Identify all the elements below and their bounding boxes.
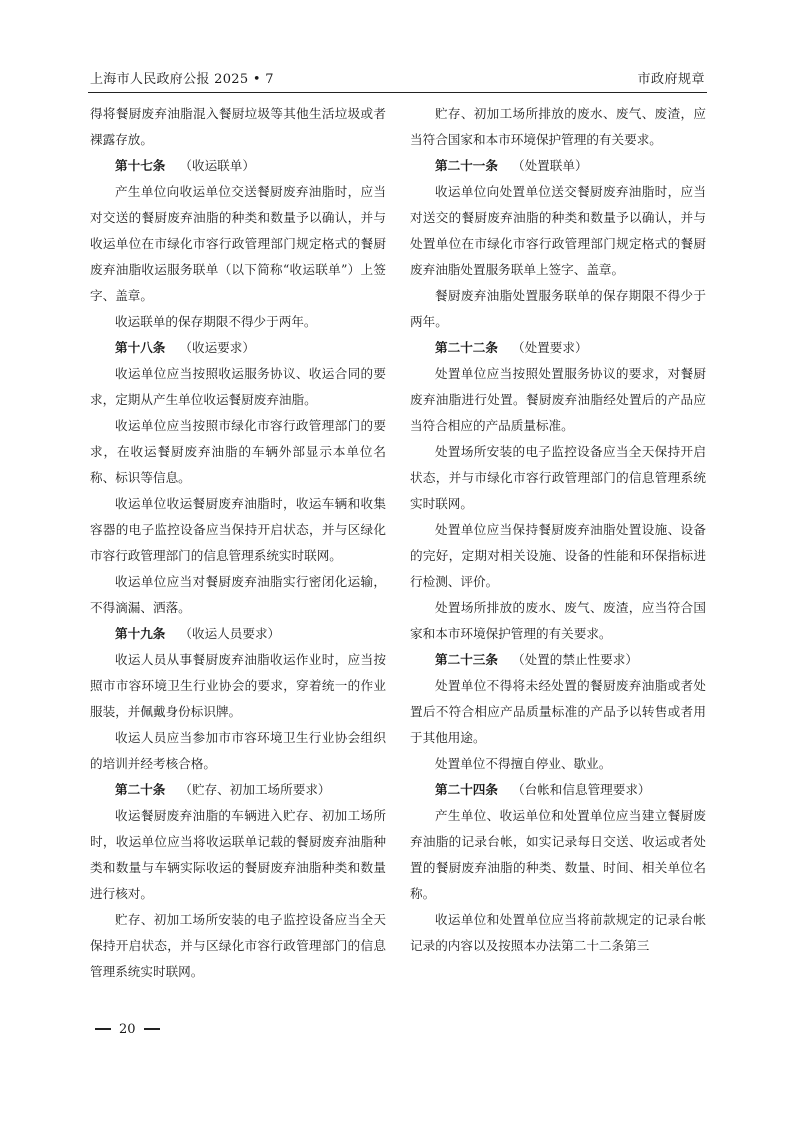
paragraph: 得将餐厨废弃油脂混入餐厨垃圾等其他生活垃圾或者裸露存放。 [90, 106, 386, 147]
paragraph: 处置单位应当按照处置服务协议的要求，对餐厨废弃油脂进行处置。餐厨废弃油脂经处置后的产品应当符合相应的产品质量标准。 [410, 366, 706, 433]
article-title: （处置联单） [511, 158, 588, 173]
paragraph: 贮存、初加工场所排放的废水、废气、废渣，应当符合国家和本市环境保护管理的有关要求。 [410, 106, 706, 147]
paragraph: 处置场所排放的废水、废气、废渣，应当符合国家和本市环境保护管理的有关要求。 [410, 600, 706, 641]
article-heading [410, 153, 706, 179]
publication-title: 上海市人民政府公报 2025 • 7 [90, 72, 274, 87]
article-heading [410, 647, 706, 673]
article-number: 第二十一条 [435, 158, 498, 173]
paragraph: 处置单位不得擅自停业、歇业。 [435, 756, 612, 771]
paragraph: 收运单位和处置单位应当将前款规定的记录台帐记录的内容以及按照本办法第二十二条第三 [410, 912, 706, 953]
paragraph: 收运单位向处置单位送交餐厨废弃油脂时，应当对送交的餐厨废弃油脂的种类和数量予以确认，并与处置单位在市绿化市容行政管理部门规定格式的餐厨废弃油脂处置服务联单上签字、盖章。 [410, 184, 706, 277]
paragraph: 收运单位应当按照收运服务协议、收运合同的要求，定期从产生单位收运餐厨废弃油脂。 [90, 366, 386, 407]
page-number: 20 [119, 1022, 136, 1037]
paragraph: 产生单位向收运单位交送餐厨废弃油脂时，应当对交送的餐厨废弃油脂的种类和数量予以确认，并与收运单位在市绿化市容行政管理部门规定格式的餐厨废弃油脂收运服务联单（以下简称“收运联单”）上签字、盖章。 [90, 184, 386, 303]
paragraph: 收运联单的保存期限不得少于两年。 [115, 314, 317, 329]
paragraph: 收运餐厨废弃油脂的车辆进入贮存、初加工场所时，收运单位应当将收运联单记载的餐厨废弃油脂种类和数量与车辆实际收运的餐厨废弃油脂种类和数量进行核对。 [90, 808, 386, 901]
paragraph: 收运人员应当参加市市容环境卫生行业协会组织的培训并经考核合格。 [90, 730, 386, 771]
article-title: （台帐和信息管理要求） [511, 782, 651, 797]
paragraph: 收运单位应当对餐厨废弃油脂实行密闭化运输，不得滴漏、洒落。 [90, 574, 386, 615]
paragraph: 餐厨废弃油脂处置服务联单的保存期限不得少于两年。 [410, 288, 706, 329]
article-number: 第十八条 [115, 340, 166, 355]
page-header [90, 66, 705, 90]
article-heading [90, 777, 386, 803]
article-title: （贮存、初加工场所要求） [179, 782, 331, 797]
article-number: 第十七条 [115, 158, 166, 173]
article-heading [90, 153, 386, 179]
paragraph: 收运人员从事餐厨废弃油脂收运作业时，应当按照市市容环境卫生行业协会的要求，穿着统一的作业服装，并佩戴身份标识牌。 [90, 652, 386, 719]
article-title: （处置要求） [511, 340, 588, 355]
paragraph: 收运单位收运餐厨废弃油脂时，收运车辆和收集容器的电子监控设备应当保持开启状态，并与区绿化市容行政管理部门的信息管理系统实时联网。 [90, 496, 386, 563]
article-number: 第二十三条 [435, 652, 498, 667]
article-title: （处置的禁止性要求） [511, 652, 638, 667]
right-column [410, 101, 706, 959]
paragraph: 处置场所安装的电子监控设备应当全天保持开启状态，并与市绿化市容行政管理部门的信息管理系统实时联网。 [410, 444, 706, 511]
article-number: 第二十四条 [435, 782, 498, 797]
paragraph: 处置单位应当保持餐厨废弃油脂处置设施、设备的完好，定期对相关设施、设备的性能和环保指标进行检测、评价。 [410, 522, 706, 589]
article-number: 第二十条 [115, 782, 166, 797]
article-heading [410, 335, 706, 361]
paragraph: 收运单位应当按照市绿化市容行政管理部门的要求，在收运餐厨废弃油脂的车辆外部显示本单位名称、标识等信息。 [90, 418, 386, 485]
article-title: （收运要求） [179, 340, 255, 355]
article-heading [90, 621, 386, 647]
header-divider [88, 92, 707, 93]
footer-dash-left [95, 1028, 111, 1030]
article-number: 第二十二条 [435, 340, 498, 355]
paragraph: 处置单位不得将未经处置的餐厨废弃油脂或者处置后不符合相应产品质量标准的产品予以转售或者用于其他用途。 [410, 678, 706, 745]
left-column [90, 101, 386, 985]
article-title: （收运人员要求） [179, 626, 281, 641]
section-title: 市政府规章 [637, 72, 705, 87]
paragraph: 产生单位、收运单位和处置单位应当建立餐厨废弃油脂的记录台帐，如实记录每日交送、收运或者处置的餐厨废弃油脂的种类、数量、时间、相关单位名称。 [410, 808, 706, 901]
article-title: （收运联单） [179, 158, 255, 173]
article-heading [90, 335, 386, 361]
paragraph: 贮存、初加工场所安装的电子监控设备应当全天保持开启状态，并与区绿化市容行政管理部门的信息管理系统实时联网。 [90, 912, 386, 979]
article-number: 第十九条 [115, 626, 166, 641]
footer-dash-right [144, 1028, 160, 1030]
article-heading [410, 777, 706, 803]
page-footer [95, 1022, 160, 1037]
